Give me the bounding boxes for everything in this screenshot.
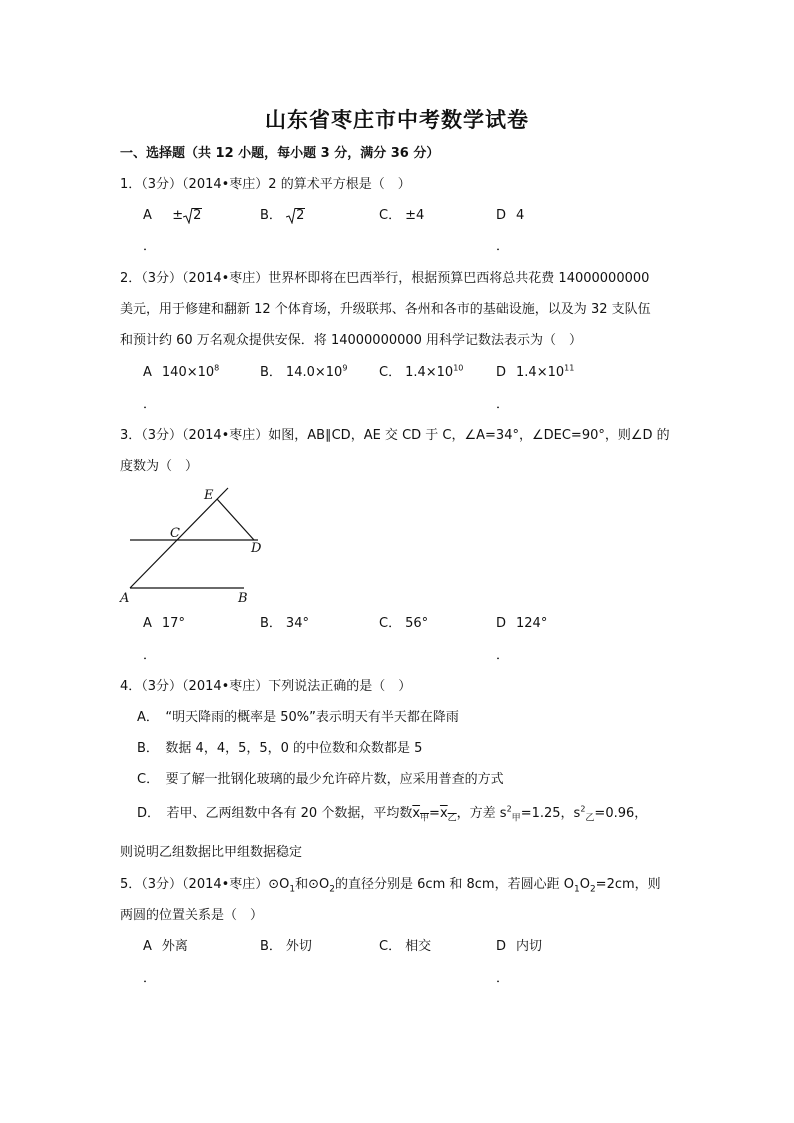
sqrt-symbol: 2: [286, 207, 305, 225]
q2-option-a[interactable]: A $140\times 10^8$: [143, 363, 220, 380]
option-label: A: [143, 208, 152, 223]
q3-option-a[interactable]: A 17°: [143, 616, 185, 631]
option-dot: ．: [143, 397, 157, 412]
question-2-stem-line1: 2．（3分）（2014•枣庄）世界杯即将在巴西举行，根据预算巴西将总共花费 14000000000: [120, 271, 650, 286]
option-dot: ．: [496, 648, 510, 663]
question-2-stem-line3: 和预计约 60 万名观众提供安保．将 14000000000 用科学记数法表示为（ ）: [120, 333, 583, 348]
mean-symbol-yi: $x_乙$: [439, 806, 457, 824]
section-heading: 一、选择题（共 12 小题，每小题 3 分，满分 36 分）: [120, 146, 440, 161]
q2-option-c[interactable]: C． $1.4\times 10^{10}$: [379, 363, 464, 380]
option-dot: ．: [143, 971, 157, 986]
q4-option-a[interactable]: A． “明天降雨的概率是 50%”表示明天有半天都在降雨: [137, 710, 459, 725]
option-dot: ．: [496, 397, 510, 412]
q4-option-b[interactable]: B． 数据 4，4，5，5，0 的中位数和众数都是 5: [137, 741, 423, 756]
mean-symbol-jia: $x_甲$: [412, 806, 430, 824]
q1-option-a[interactable]: A ± 2: [143, 208, 202, 223]
question-5-stem-line1: 5．（3分）（2014•枣庄）$⊙O_1$和$⊙O_2$的直径分别是 6cm 和 8cm，若圆心距 $O_1O_2=2cm$，则: [120, 877, 661, 895]
point-label-c: C: [170, 526, 180, 541]
line-ed: [217, 499, 254, 540]
option-dot: ．: [496, 239, 510, 254]
question-3-stem-line1: 3．（3分）（2014•枣庄）如图，AB∥CD，AE 交 CD 于 C，∠A=34°，∠DEC=90°，则∠D 的: [120, 428, 670, 443]
point-label-d: D: [251, 541, 262, 556]
q4-option-d-line2: 则说明乙组数据比甲组数据稳定: [120, 845, 303, 860]
q1-option-d[interactable]: D 4: [496, 208, 525, 223]
q3-option-c[interactable]: C． 56°: [379, 616, 429, 631]
question-5-stem-line2: 两圆的位置关系是（ ）: [120, 908, 264, 923]
q2-option-d[interactable]: D $1.4\times 10^{11}$: [496, 363, 575, 380]
question-4-stem: 4．（3分）（2014•枣庄）下列说法正确的是（ ）: [120, 679, 412, 694]
page-title: 山东省枣庄市中考数学试卷: [265, 107, 529, 132]
sqrt-symbol: 2: [183, 207, 202, 225]
q5-option-d[interactable]: D 内切: [496, 939, 543, 954]
geometry-figure: [118, 484, 268, 609]
question-2-stem-line2: 美元，用于修建和翻新 12 个体育场，升级联邦、各州和各市的基础设施，以及为 32 支队伍: [120, 302, 651, 317]
q3-option-b[interactable]: B． 34°: [260, 616, 309, 631]
option-dot: ．: [496, 971, 510, 986]
question-3-stem-line2: 度数为（ ）: [120, 459, 199, 474]
question-1-stem: 1．（3分）（2014•枣庄）2 的算术平方根是（ ）: [120, 177, 411, 192]
option-dot: ．: [143, 239, 157, 254]
point-label-b: B: [238, 591, 248, 606]
q1-option-c[interactable]: C． ±4: [379, 208, 425, 223]
q2-option-b[interactable]: B． $14.0\times 10^9$: [260, 363, 348, 380]
q4-option-c[interactable]: C． 要了解一批钢化玻璃的最少允许碎片数，应采用普查的方式: [137, 772, 504, 787]
point-label-a: A: [120, 591, 130, 606]
q1-option-b[interactable]: B． 2: [260, 208, 305, 223]
option-dot: ．: [143, 648, 157, 663]
q5-option-c[interactable]: C． 相交: [379, 939, 432, 954]
q5-option-b[interactable]: B． 外切: [260, 939, 312, 954]
point-label-e: E: [204, 488, 214, 503]
q5-option-a[interactable]: A 外离: [143, 939, 188, 954]
q3-option-d[interactable]: D 124°: [496, 616, 548, 631]
q4-option-d[interactable]: D． 若甲、乙两组数中各有 20 个数据，平均数$x_甲=x_乙$，方差 $s^2_甲=1.25$，$s^2_乙=0.96$，: [137, 804, 648, 824]
